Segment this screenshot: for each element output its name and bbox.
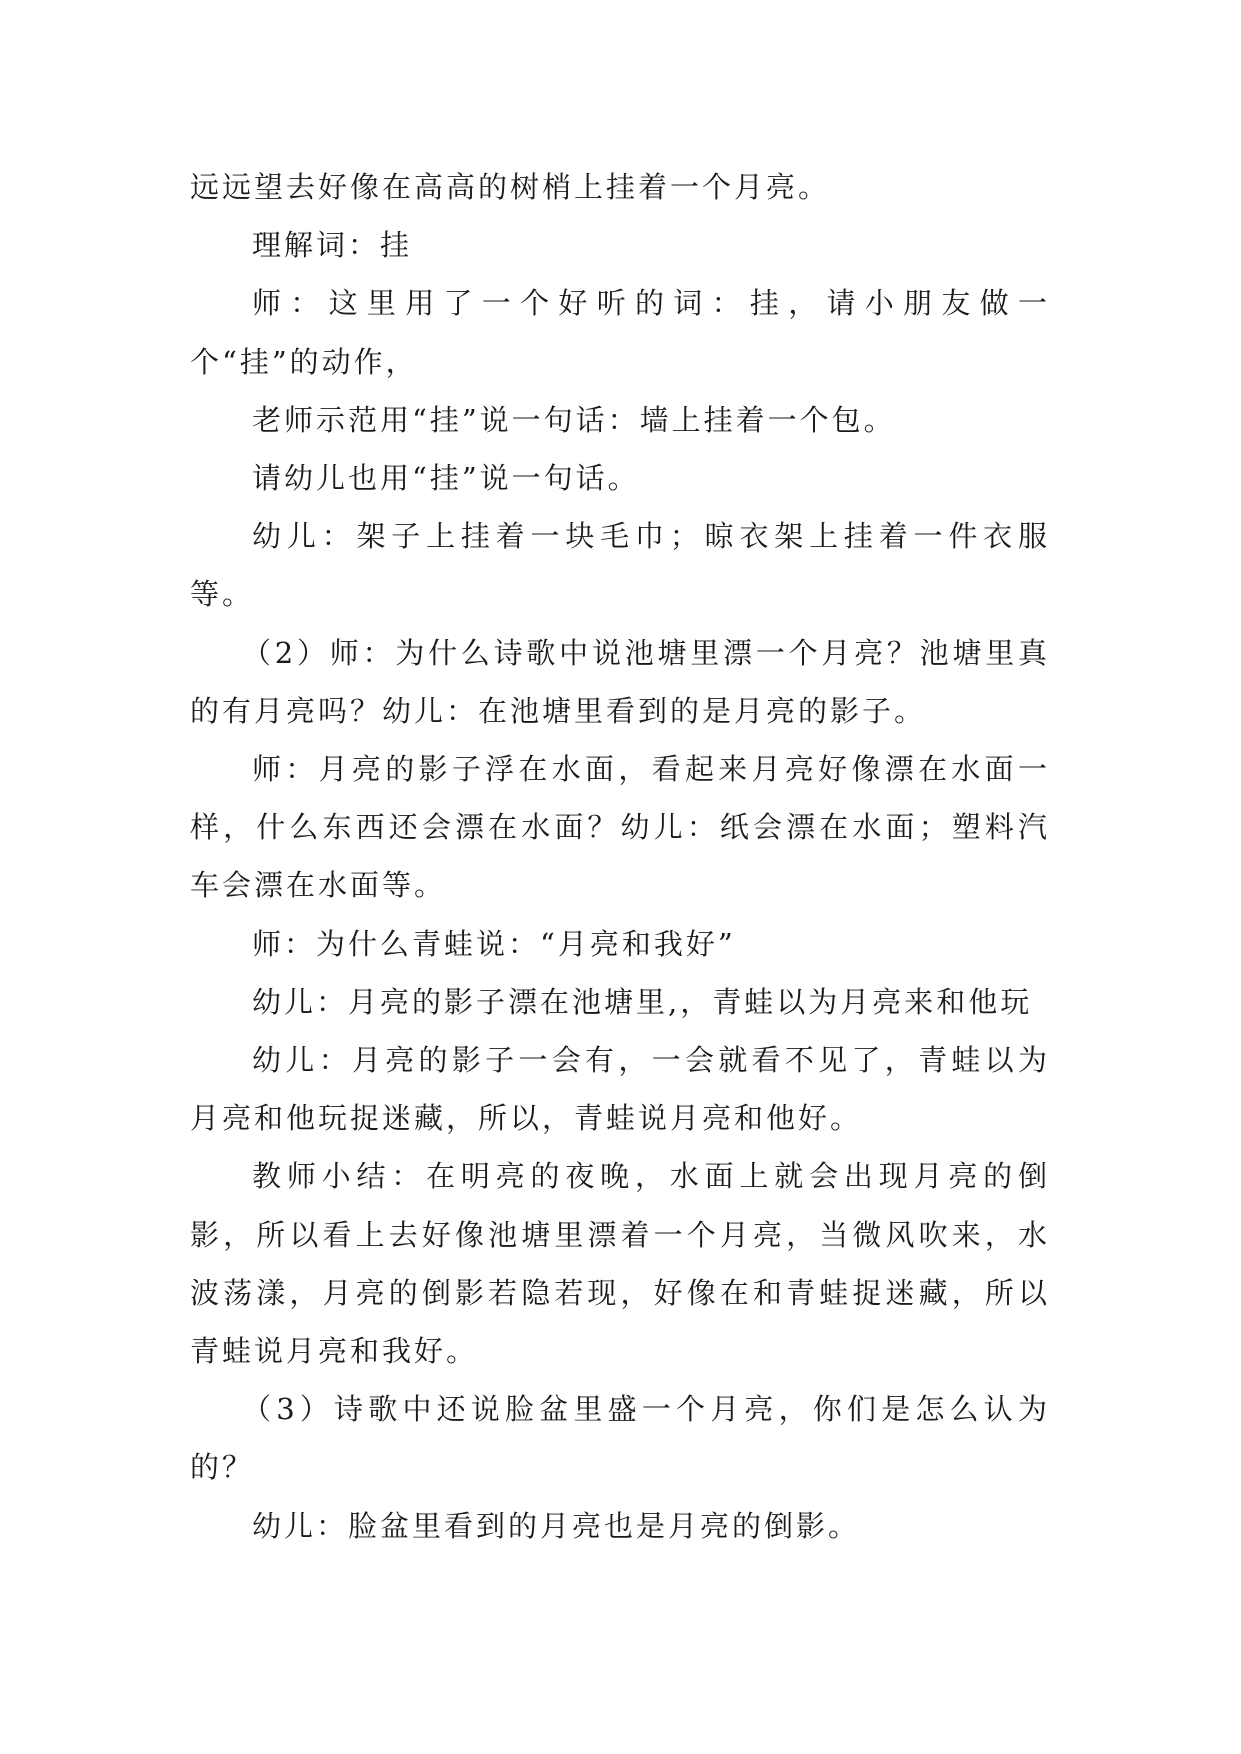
paragraph-teacher-hang-action: 师：这里用了一个好听的词：挂，请小朋友做一个“挂”的动作， xyxy=(190,286,1050,379)
paragraph-moon-shadow-floats: 师：月亮的影子浮在水面，看起来月亮好像漂在水面一样，什么东西还会漂在水面？幼儿：纸会漂在水面；塑料汽车会漂在水面等。 xyxy=(190,752,1050,903)
paragraph-teacher-summary: 教师小结：在明亮的夜晚，水面上就会出现月亮的倒影，所以看上去好像池塘里漂着一个月亮，当微风吹来，水波荡漾，月亮的倒影若隐若现，好像在和青蛙捉迷藏，所以青蛙说月亮和我好。 xyxy=(190,1159,1050,1369)
paragraph-child-answer-basin: 幼儿：脸盆里看到的月亮也是月亮的倒影。 xyxy=(252,1508,861,1543)
paragraph-why-frog-says: 师：为什么青蛙说：“月亮和我好” xyxy=(252,926,736,961)
paragraph-children-make-sentence: 请幼儿也用“挂”说一句话。 xyxy=(252,461,640,496)
paragraph-question-3: （3）诗歌中还说脸盆里盛一个月亮，你们是怎么认为的？ xyxy=(190,1392,1050,1485)
paragraph-child-answer-1: 幼儿：月亮的影子漂在池塘里,，青蛙以为月亮来和他玩 xyxy=(252,984,1033,1019)
paragraph-question-2: （2）师：为什么诗歌中说池塘里漂一个月亮？池塘里真的有月亮吗？幼儿：在池塘里看到的是月亮的影子。 xyxy=(190,635,1050,728)
paragraph-understand-word: 理解词：挂 xyxy=(252,228,413,263)
paragraph-moon-on-treetop: 远远望去好像在高高的树梢上挂着一个月亮。 xyxy=(190,170,831,204)
document-page xyxy=(190,158,1050,1555)
paragraph-teacher-demo-sentence: 老师示范用“挂”说一句话：墙上挂着一个包。 xyxy=(252,402,896,437)
paragraph-children-examples: 幼儿：架子上挂着一块毛巾；晾衣架上挂着一件衣服等。 xyxy=(190,519,1050,612)
paragraph-child-answer-2: 幼儿：月亮的影子一会有，一会就看不见了，青蛙以为月亮和他玩捉迷藏，所以，青蛙说月亮和他好。 xyxy=(190,1043,1050,1136)
